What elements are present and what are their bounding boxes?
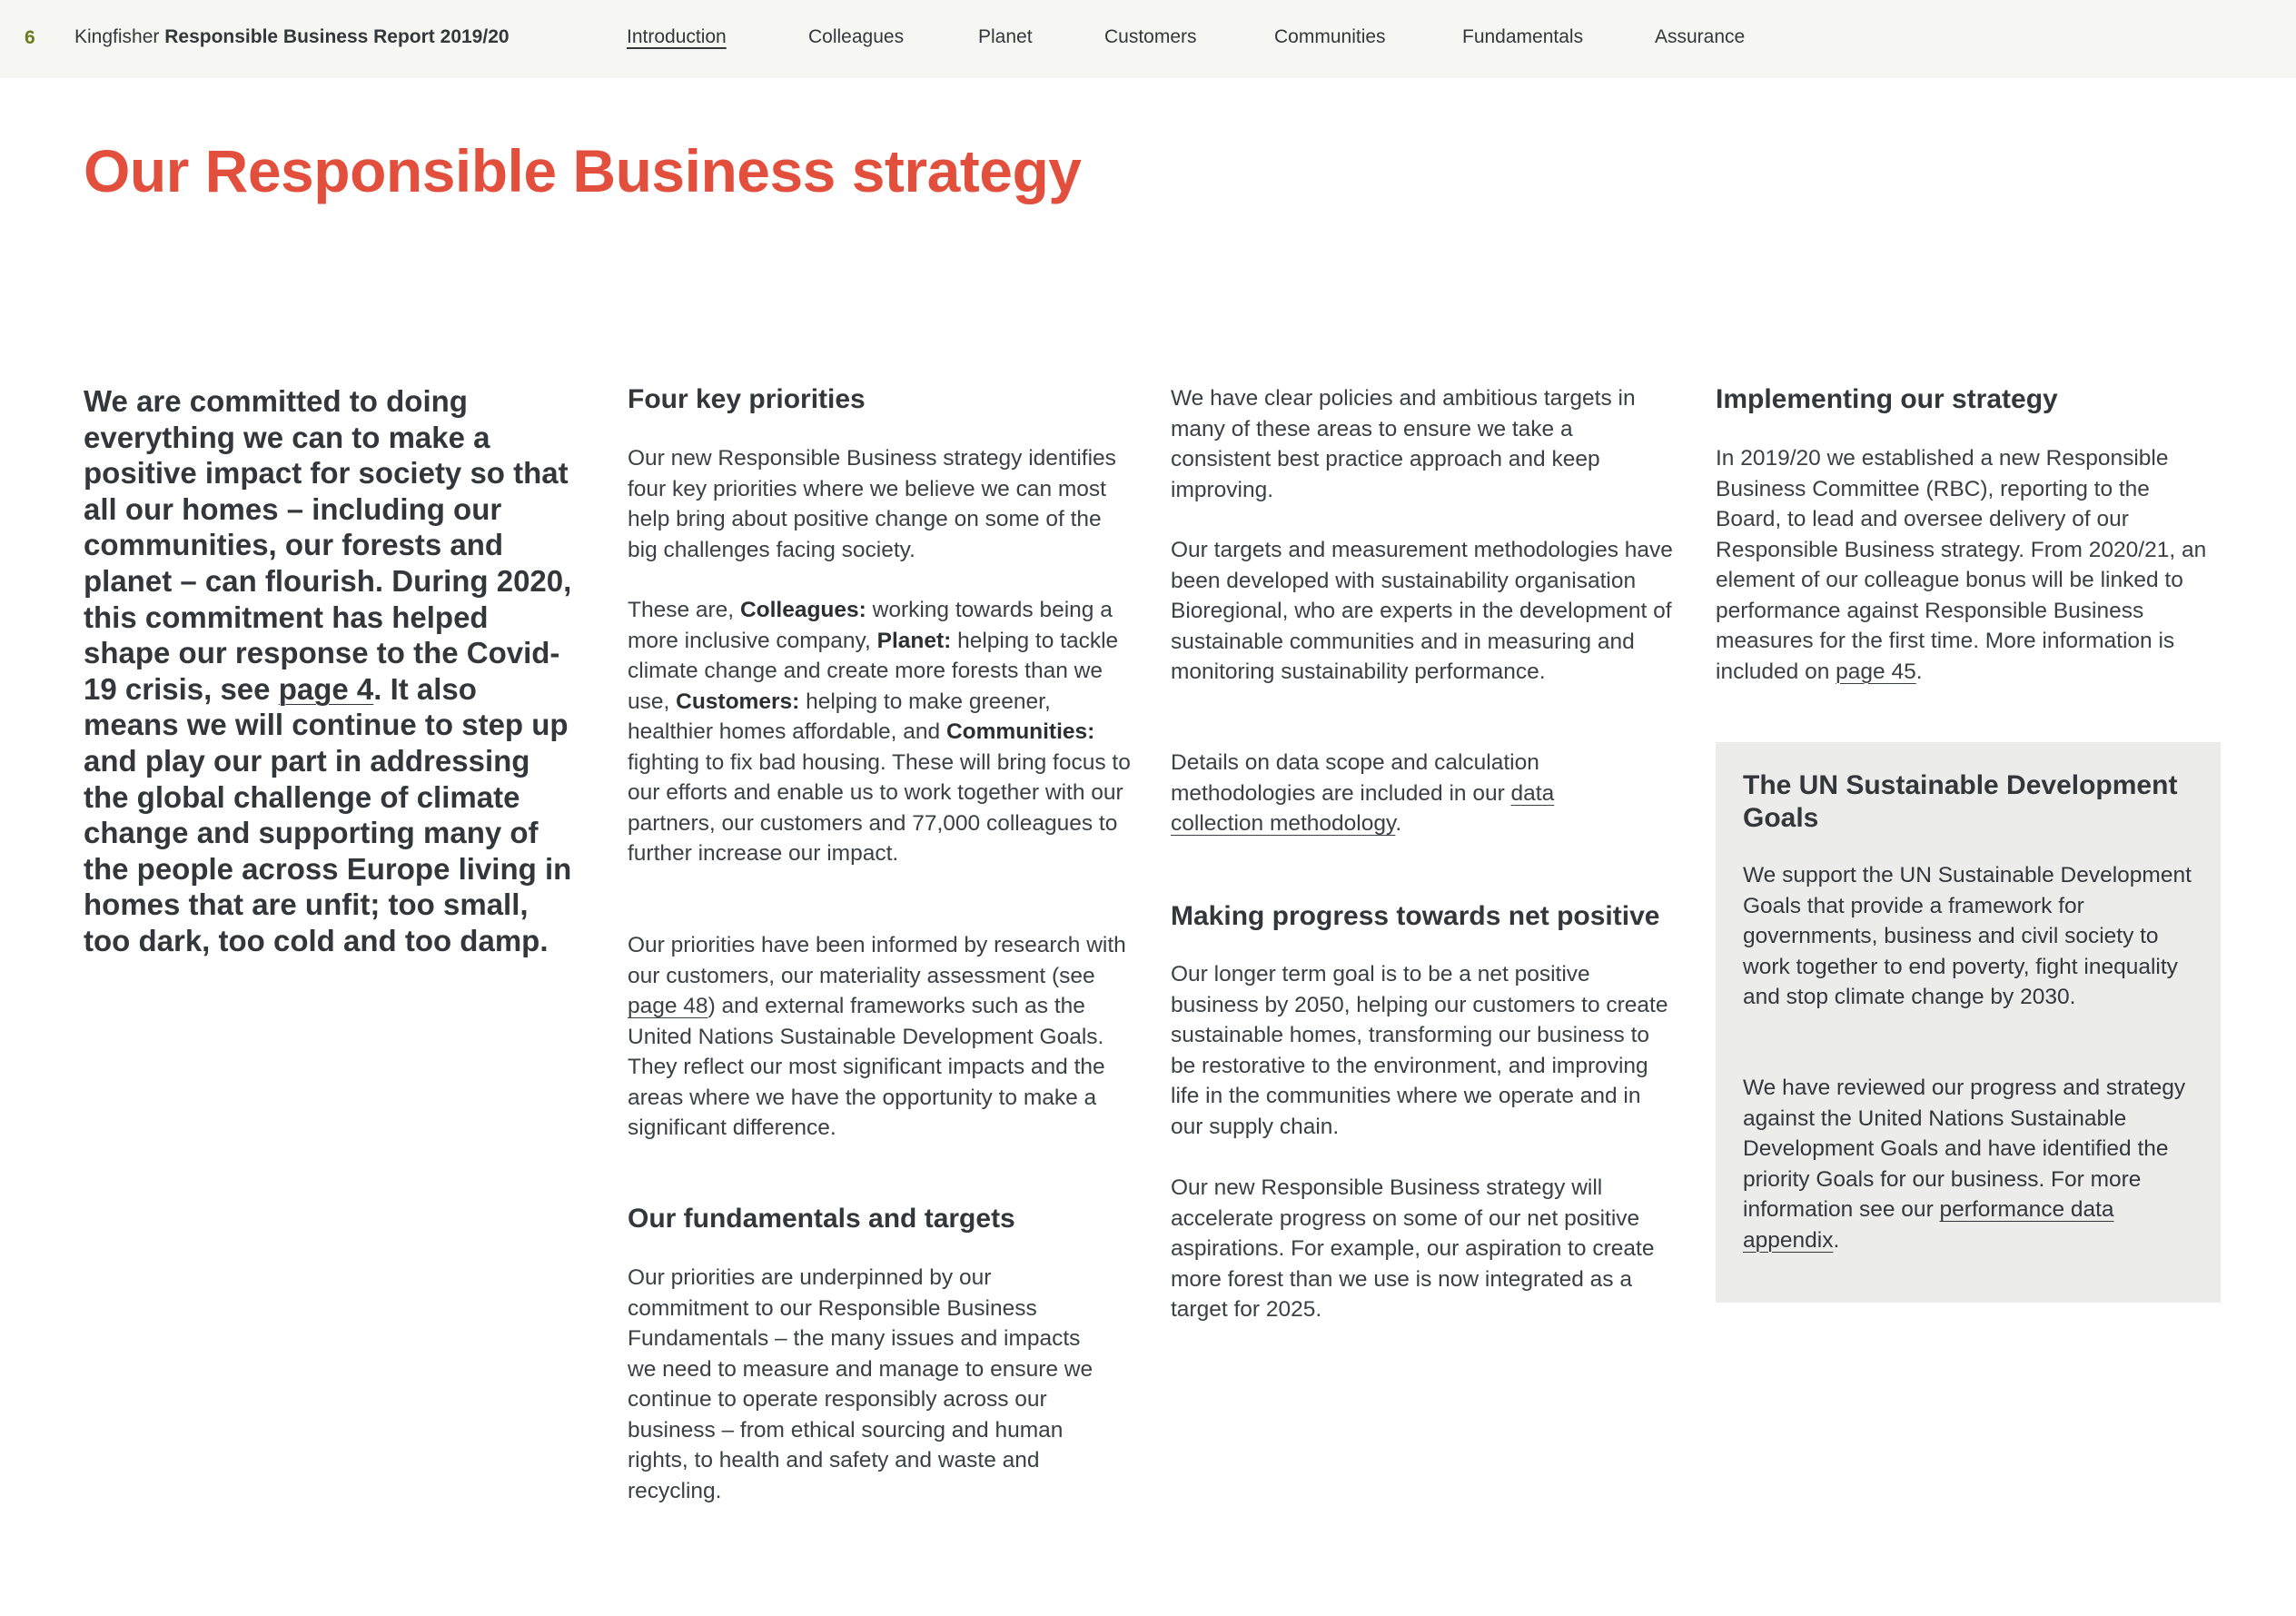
sdg-support-paragraph: We support the UN Sustainable Development Goals that provide a framework for governments, business and civil society to work together to end poverty, fight inequality and stop climate change by 2030.: [1743, 863, 2192, 1009]
un-sdg-callout: [1716, 742, 2221, 1303]
page-48-link[interactable]: page 48: [628, 994, 708, 1018]
priorities-list-paragraph: These are, Colleagues: working towards being a more inclusive company, Planet: helping to tackle climate change and create more forests than we use, Customers: helping to make greener, healthier homes affordable, and Communities: fighting to fix bad housing. These will bring focus to our efforts and enable us to work together with our partners, our customers and 77,000 colleagues to further increase our impact.: [628, 598, 1131, 866]
rbc-paragraph: In 2019/20 we established a new Responsible Business Committee (RBC), reporting to the Board, to lead and oversee delivery of our Responsible Business strategy. From 2020/21, an element of our colleague bonus will be linked to performance against Responsible Business measures for the first time. More information is included on page 45.: [1716, 446, 2207, 684]
heading-four-key-priorities: Four key priorities: [628, 384, 866, 414]
communities-label: Communities:: [945, 719, 1095, 744]
fundamentals-paragraph: Our priorities are underpinned by our commitment to our Responsible Business Fundamentals – the many issues and impacts we need to measure and manage to ensure we continue to operate responsibly across our business – from ethical sourcing and human rights, to health and safety and waste and recycling.: [628, 1265, 1094, 1503]
forest-aspiration-paragraph: Our new Responsible Business strategy will accelerate progress on some of our net positive aspirations. For example, our aspiration to create more forest than we use is now integrated as a target for 2025.: [1171, 1175, 1655, 1322]
data-scope-paragraph: Details on data scope and calculation methodologies are included in our data collection methodology.: [1171, 750, 1555, 836]
sdg-review-paragraph: We have reviewed our progress and strategy against the United Nations Sustainable Development Goals and have identified the priority Goals for our business. For more information see our performance data appendix.: [1743, 1076, 2186, 1253]
page-number: 6: [25, 27, 35, 48]
intro-text-1: We are committed to doing everything we can to make a positive impact for society so that all our homes – including our communities, our forests and planet – can flourish. During 2020, this commitment has helped shape our response to the Covid-19 crisis, see: [84, 384, 572, 706]
bioregional-paragraph: Our targets and measurement methodologies have been developed with sustainability organisation Bioregional, who are experts in the development of sustainable communities and in measuring and monitoring sustainability performance.: [1171, 538, 1673, 684]
report-title: [74, 26, 510, 48]
policies-paragraph: We have clear policies and ambitious targets in many of these areas to ensure we take a consistent best practice approach and keep improving.: [1171, 386, 1636, 502]
nav-customers[interactable]: Customers: [1104, 26, 1197, 47]
nav-colleagues[interactable]: Colleagues: [808, 26, 905, 47]
priorities-paragraph: Our new Responsible Business strategy identifies four key priorities where we believe we can most help bring about positive change on some of the big challenges facing society.: [628, 446, 1116, 562]
net-positive-paragraph: Our longer term goal is to be a net positive business by 2050, helping our customers to create sustainable homes, transforming our business to be restorative to the environment, and improving life in the communities where we operate and in our supply chain.: [1171, 962, 1668, 1139]
nav-assurance[interactable]: Assurance: [1655, 26, 1746, 47]
colleagues-label: Colleagues:: [739, 598, 866, 622]
heading-net-positive: Making progress towards net positive: [1171, 901, 1660, 931]
data-collection-methodology-link[interactable]: data collection methodology: [1171, 780, 1555, 836]
page-title: Our Responsible Business strategy: [84, 137, 1082, 204]
nav-introduction[interactable]: Introduction: [627, 26, 727, 47]
top-nav-bar: [0, 0, 2296, 78]
page-45-link[interactable]: page 45: [1836, 659, 1916, 684]
page-4-link[interactable]: page 4: [278, 671, 374, 706]
heading-implementing-strategy: Implementing our strategy: [1716, 384, 2058, 414]
intro-statement: [84, 383, 574, 959]
sdg-heading: The UN Sustainable Development Goals: [1743, 770, 2178, 833]
heading-fundamentals-targets: Our fundamentals and targets: [628, 1204, 1015, 1234]
nav-communities[interactable]: Communities: [1274, 26, 1386, 47]
customers-label: Customers:: [676, 689, 800, 714]
planet-label: Planet:: [876, 628, 952, 653]
nav-fundamentals[interactable]: Fundamentals: [1462, 26, 1584, 47]
report-brand: Kingfisher: [74, 26, 160, 47]
intro-text-2: . It also means we will continue to step up and play our part in addressing the global challenge of climate change and supporting many of the people across Europe living in homes that are unfit; too small, too dark, too cold and too damp.: [84, 671, 572, 957]
research-paragraph: Our priorities have been informed by research with our customers, our materiality assessment (see page 48) and external frameworks such as the United Nations Sustainable Development Goals. They reflect our most significant impacts and the areas where we have the opportunity to make a significant difference.: [628, 933, 1126, 1140]
performance-data-appendix-link[interactable]: performance data appendix: [1743, 1197, 2114, 1253]
report-name: Responsible Business Report 2019/20: [164, 26, 510, 47]
nav-planet[interactable]: Planet: [978, 26, 1033, 47]
